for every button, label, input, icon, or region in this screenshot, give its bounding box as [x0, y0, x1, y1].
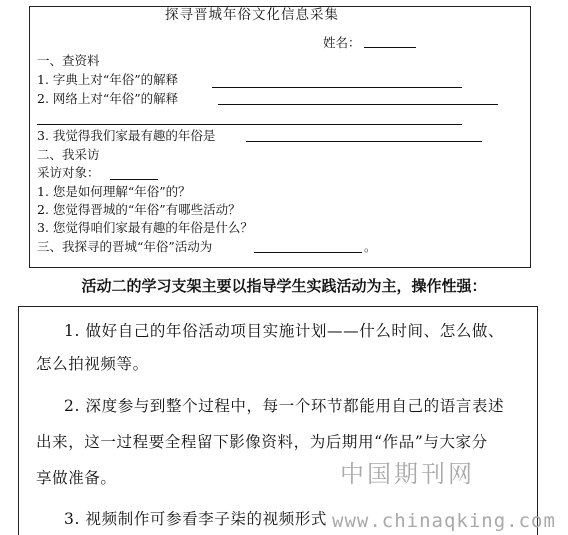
activity-blank[interactable]: [254, 252, 362, 253]
watermark-logo-text: 中国期刊网: [340, 460, 475, 488]
answer-blank-dictionary[interactable]: [212, 87, 462, 88]
step-1-line-2: 怎么拍视频等。: [36, 355, 149, 373]
section-3-heading: 三、我探寻的晋城“年俗”活动为: [37, 239, 213, 254]
step-2-line-2: 出来，这一过程要全程留下影像资料，为后期用“作品”与大家分: [36, 433, 488, 451]
interview-question-1: 1. 您是如何理解“年俗”的？: [37, 184, 191, 199]
section-1-heading: 一、查资料: [37, 53, 100, 68]
question-favorite-custom: 3. 我觉得我们家最有趣的年俗是: [37, 128, 216, 143]
answer-blank-internet-2[interactable]: [37, 124, 462, 125]
caption-text: 活动二的学习支架主要以指导学生实践活动为主，操作性强：: [81, 277, 487, 295]
name-label: 姓名：: [323, 35, 361, 50]
step-2-line-1: 2. 深度参与到整个过程中，每一个环节都能用自己的语言表述: [64, 397, 505, 415]
step-1-line-1: 1. 做好自己的年俗活动项目实施计划——什么时间、怎么做、: [64, 322, 505, 340]
form-title: 探寻晋城年俗文化信息采集: [165, 7, 339, 23]
answer-blank-favorite[interactable]: [246, 141, 482, 142]
interviewee-blank[interactable]: [110, 179, 158, 180]
answer-blank-internet-1[interactable]: [218, 104, 498, 105]
activity-period: 。: [364, 239, 377, 254]
interview-question-2: 2. 您觉得晋城的“年俗”有哪些活动？: [37, 202, 241, 217]
interviewee-label: 采访对象：: [37, 165, 100, 180]
interview-question-3: 3. 您觉得咱们家最有趣的年俗是什么？: [37, 220, 253, 235]
step-2-line-3: 享做准备。: [36, 469, 117, 487]
watermark-url: www.chinaqking.com: [332, 510, 556, 532]
name-blank[interactable]: [364, 47, 416, 48]
section-2-heading: 二、我采访: [37, 147, 100, 162]
question-internet: 2. 网络上对“年俗”的解释: [37, 91, 179, 106]
steps-box: [18, 306, 538, 535]
question-dictionary: 1. 字典上对“年俗”的解释: [37, 72, 179, 87]
step-3-line-1: 3. 视频制作可参看李子柒的视频形式: [64, 510, 328, 528]
